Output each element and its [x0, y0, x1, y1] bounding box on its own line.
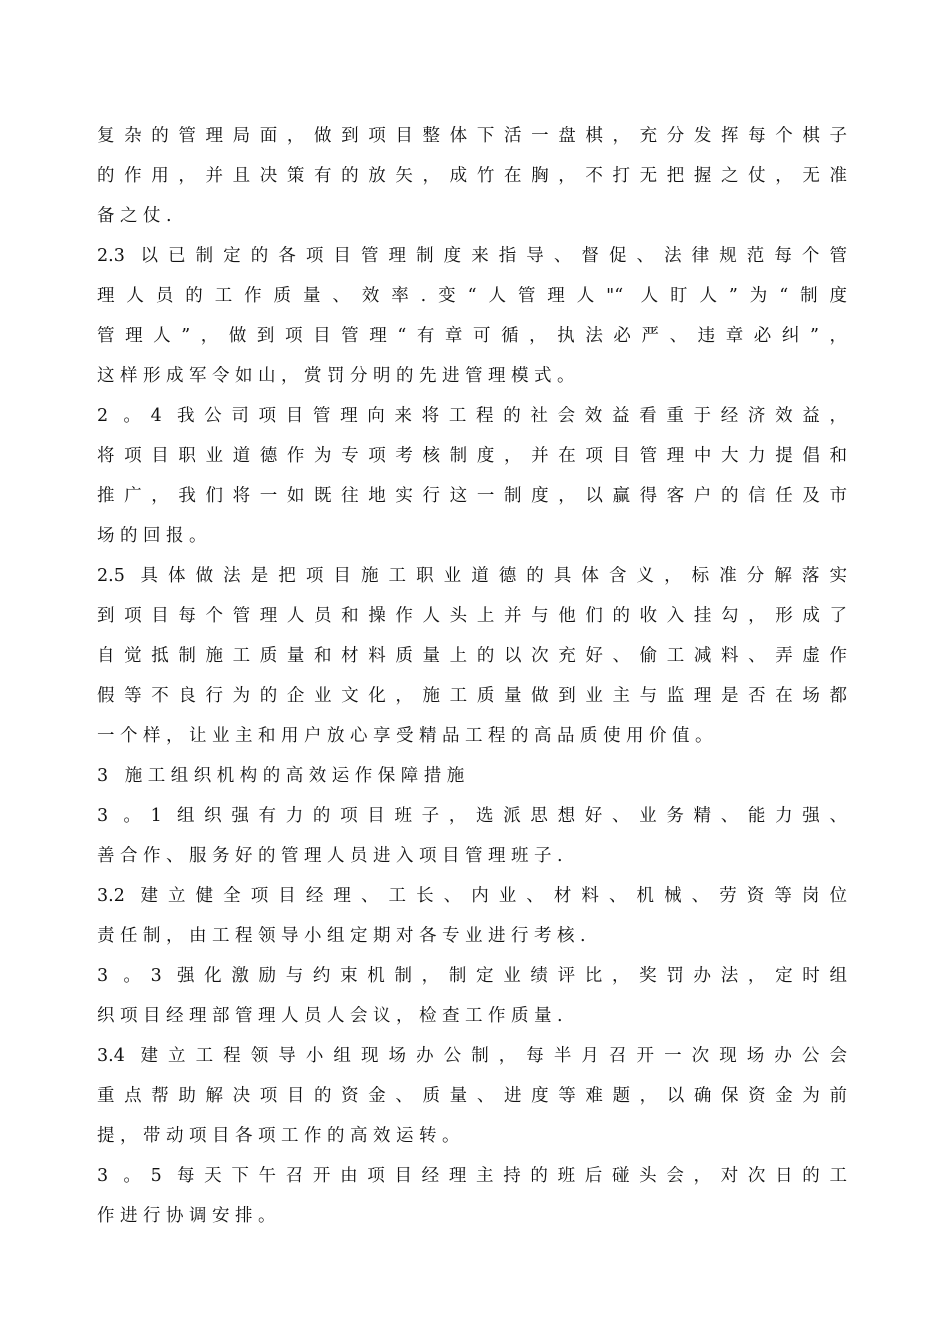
body-text: [97, 116, 847, 1236]
text-line: 织项目经理部管理人员人会议，检查工作质量.: [97, 1006, 569, 1026]
text-line: 3.2 建立健全项目经理、工长、内业、材料、机械、劳资等岗位: [97, 886, 847, 906]
text-line: 2.5 具体做法是把项目施工职业道德的具体含义，标准分解落实: [97, 566, 847, 586]
text-line: 到项目每个管理人员和操作人头上并与他们的收入挂勾，形成了: [97, 606, 847, 626]
text-line: 2 。4 我公司项目管理向来将工程的社会效益看重于经济效益，: [97, 406, 847, 426]
text-line: 一个样，让业主和用户放心享受精品工程的高品质使用价值。: [97, 726, 718, 746]
text-line: 将项目职业道德作为专项考核制度，并在项目管理中大力提倡和: [97, 446, 847, 466]
text-line: 3 。3 强化激励与约束机制，制定业绩评比，奖罚办法，定时组: [97, 966, 847, 986]
text-line: 这样形成军令如山，赏罚分明的先进管理模式。: [97, 366, 580, 386]
text-line: 自觉抵制施工质量和材料质量上的以次充好、偷工减料、弄虚作: [97, 646, 847, 666]
text-line: 理人员的工作质量、效率.变“人管理人"“ 人盯人”为“制度: [97, 286, 847, 306]
text-line: 假等不良行为的企业文化，施工质量做到业主与监理是否在场都: [97, 686, 847, 706]
text-line: 提，带动项目各项工作的高效运转。: [97, 1126, 465, 1146]
text-line: 复杂的管理局面，做到项目整体下活一盘棋，充分发挥每个棋子: [97, 126, 847, 146]
text-line: 管理人”，做到项目管理“有章可循，执法必严、违章必纠”，: [97, 326, 847, 346]
text-line: 2.3 以已制定的各项目管理制度来指导、督促、法律规范每个管: [97, 246, 847, 266]
text-line: 责任制，由工程领导小组定期对各专业进行考核.: [97, 926, 592, 946]
text-line: 备之仗.: [97, 206, 178, 226]
text-line: 善合作、服务好的管理人员进入项目管理班子.: [97, 846, 569, 866]
text-line: 的作用，并且决策有的放矢，成竹在胸，不打无把握之仗，无准: [97, 166, 847, 186]
text-line: 3 。1 组织强有力的项目班子，选派思想好、业务精、能力强、: [97, 806, 847, 826]
text-line: 重点帮助解决项目的资金、质量、进度等难题，以确保资金为前: [97, 1086, 847, 1106]
text-line: 3 。5 每天下午召开由项目经理主持的班后碰头会，对次日的工: [97, 1166, 847, 1186]
section-heading: 3 施工组织机构的高效运作保障措施: [97, 766, 470, 786]
text-line: 推广，我们将一如既往地实行这一制度，以赢得客户的信任及市: [97, 486, 847, 506]
text-line: 场的回报。: [97, 526, 212, 546]
text-line: 作进行协调安排。: [97, 1206, 281, 1226]
text-line: 3.4 建立工程领导小组现场办公制，每半月召开一次现场办公会: [97, 1046, 847, 1066]
